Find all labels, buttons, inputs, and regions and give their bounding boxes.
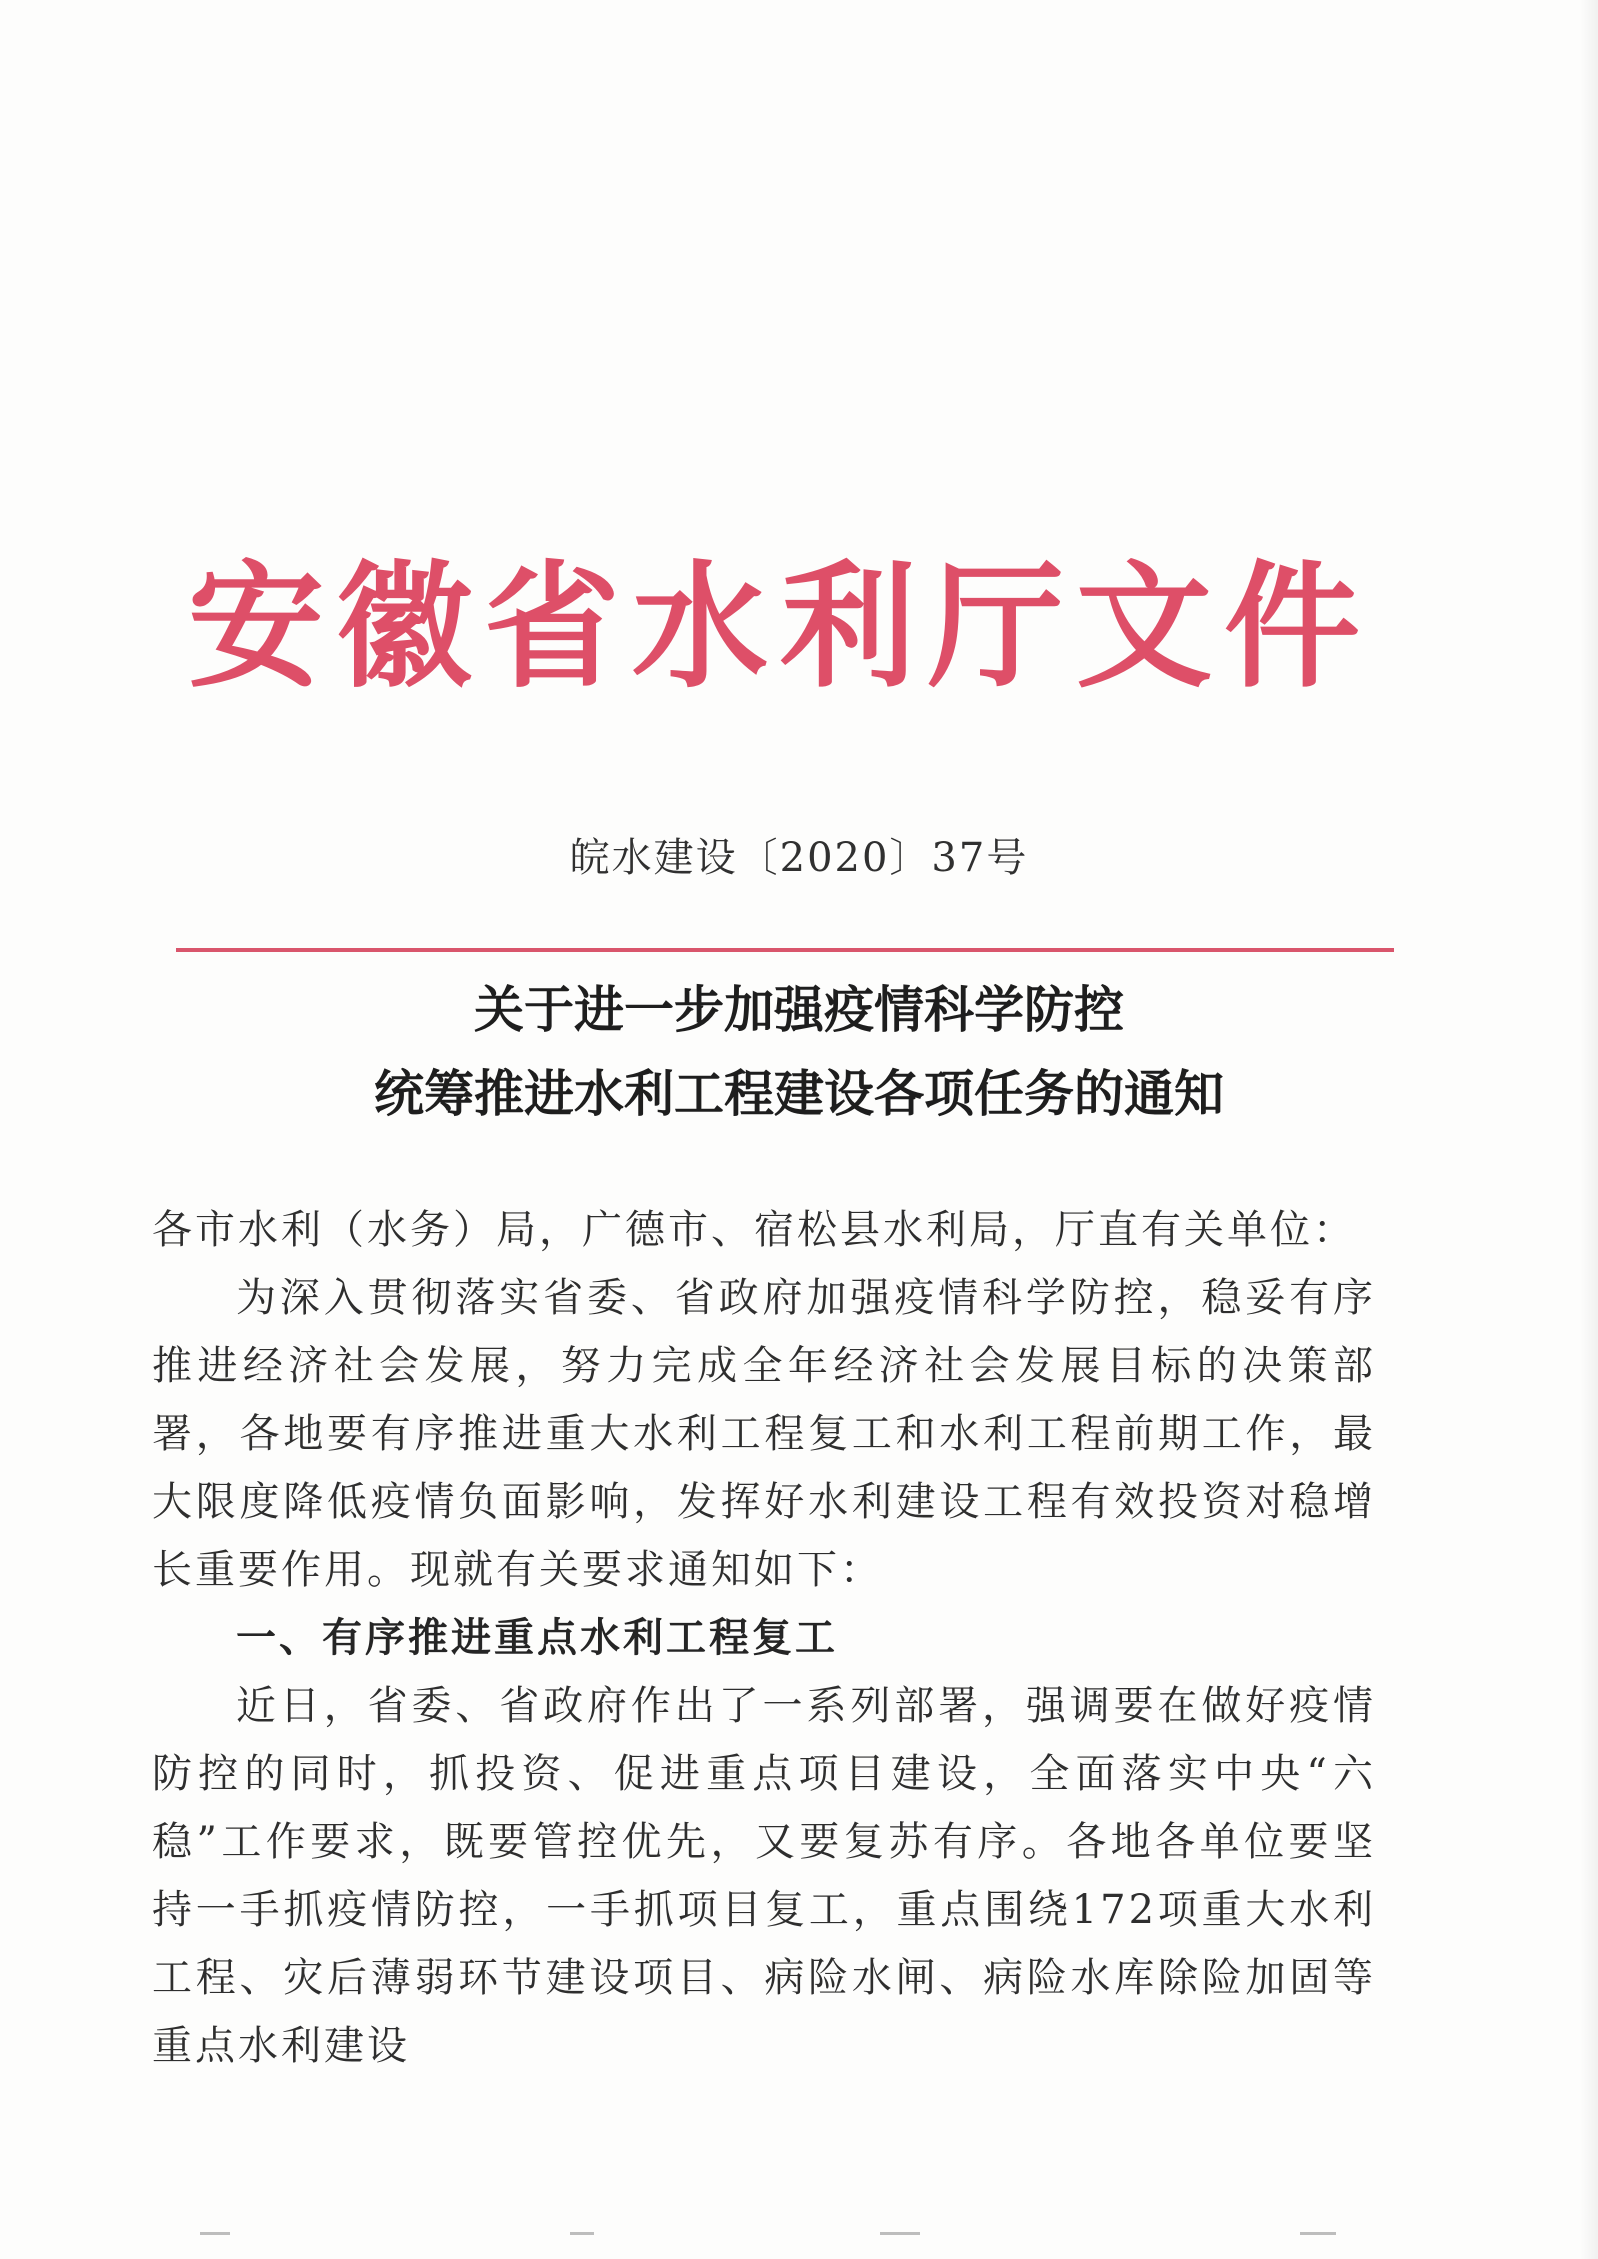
- salutation: 各市水利（水务）局，广德市、宿松县水利局，厅直有关单位：: [152, 1207, 1356, 1253]
- section-heading-1: 一、有序推进重点水利工程复工: [236, 1615, 838, 1661]
- masthead-title: 安徽省水利厅文件: [188, 549, 1372, 707]
- scan-footer-marks: [0, 2232, 1598, 2240]
- document-number: 皖水建设〔2020〕37号: [569, 835, 1029, 881]
- red-separator-line: [176, 948, 1394, 952]
- paragraph-section-1: 近日，省委、省政府作出了一系列部署，强调要在做好疫情防控的同时，抓投资、促进重点项目建设，全面落实中央“六稳”工作要求，既要管控优先，又要复苏有序。各地各单位要坚持一手抓疫情防控，一手抓项目复工，重点围绕172项重大水利工程、灾后薄弱环节建设项目、病险水闸、病险水库除险加固等重点水利建设: [152, 1683, 1376, 2069]
- notice-title-line-1: 关于进一步加强疫情科学防控: [474, 981, 1124, 1039]
- notice-title-line-2: 统筹推进水利工程建设各项任务的通知: [374, 1065, 1224, 1123]
- paragraph-intro: 为深入贯彻落实省委、省政府加强疫情科学防控，稳妥有序推进经济社会发展，努力完成全年经济社会发展目标的决策部署，各地要有序推进重大水利工程复工和水利工程前期工作，最大限度降低疫情负面影响，发挥好水利建设工程有效投资对稳增长重要作用。现就有关要求通知如下：: [152, 1275, 1376, 1593]
